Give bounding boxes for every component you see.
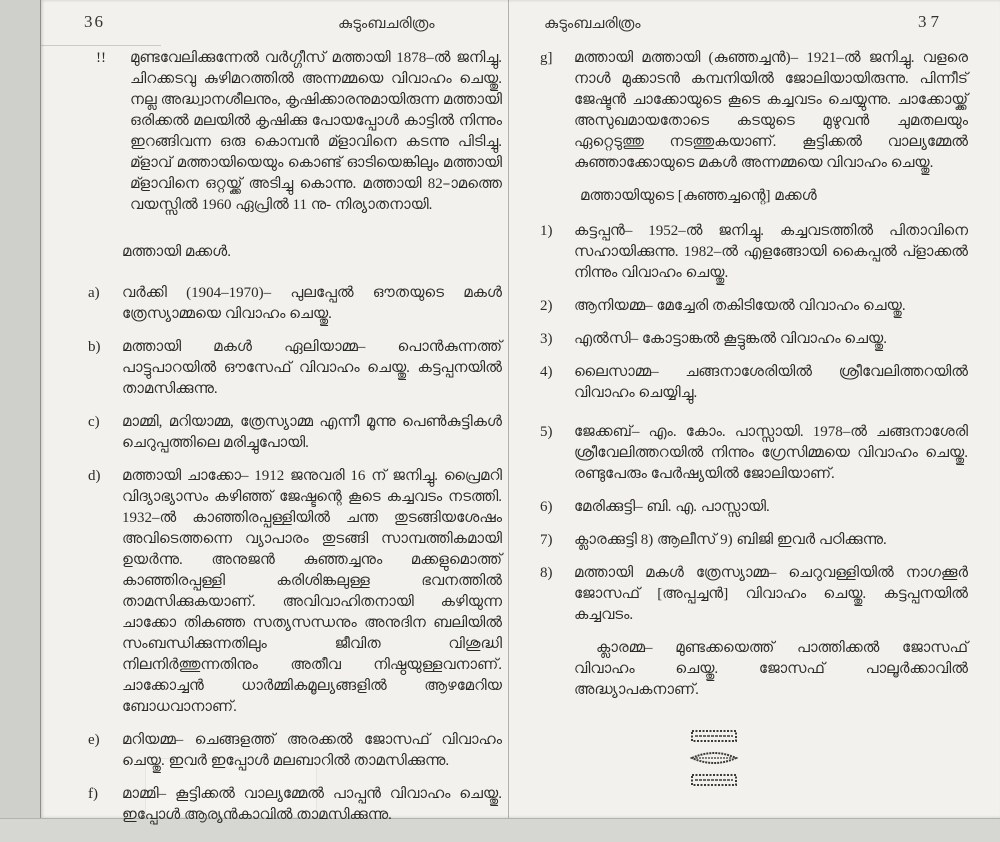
section-heading-right: മത്തായിയുടെ [കുഞ്ഞച്ചന്റെ] മക്കൾ [580, 188, 817, 204]
paragraph-intro-right [540, 48, 968, 174]
list-item-text: എൽസി– കോട്ടാങ്കൽ കൂട്ടുങ്കൽ വിവാഹം ചെയ്തു. [574, 331, 888, 347]
closing-paragraph: ക്ലാരമ്മ– മുണ്ടക്കയെത്ത് പാത്തിക്കൽ ജോസഫ് വിവാഹം ചെയ്തു. ജോസഫ് പാലൂർക്കാവിൽ അദ്ധ്യാപകനാണ്. [574, 640, 968, 698]
list-item-text: കട്ടപ്പൻ– 1952–ൽ ജനിച്ചു. കച്ചവടത്തിൽ പിതാവിനെ സഹായിക്കുന്നു. 1982–ൽ എളങ്ങോയി കൈപ്പൽ പ്ളാക്കൽ നിന്നും വിവാഹം ചെയ്തു. [574, 223, 968, 281]
item-marker: e) [88, 732, 100, 748]
paragraph-intro-left [88, 48, 502, 216]
left-running-title: കുടുംബചരിത്രം [338, 16, 435, 32]
section-heading-left: മത്തായി മക്കൾ. [122, 244, 231, 260]
right-running-title: കുടുംബചരിത്രം [544, 16, 641, 32]
list-item-text: മേരിക്കുട്ടി– ബി. എ. പാസ്സായി. [574, 499, 770, 515]
item-marker: 3) [540, 331, 553, 347]
item-marker: 8) [540, 565, 553, 581]
list-item-text: മാമ്മി– കൂട്ടിക്കൽ വാല്യമ്മേൽ പാപ്പൻ വിവാഹം ചെയ്തു. ഇപ്പോൾ ആര്യൻകാവിൽ താമസിക്കുന്നു. [122, 786, 502, 823]
item-marker: 7) [540, 532, 553, 548]
item-marker: b) [88, 339, 101, 355]
item-marker: f) [88, 786, 98, 802]
item-marker: !! [96, 50, 106, 66]
list-item-text: മത്തായി മകൾ ത്രേസ്യാമ്മ– ചെറുവള്ളിയിൽ നാഗക്കൂർ ജോസഫ് [അപ്പച്ചൻ] വിവാഹം ചെയ്തു. കട്ടപ്പനയിൽ കച്ചവടം. [574, 565, 968, 623]
list-item [540, 563, 968, 626]
paragraph-text: മുണ്ടവേലിക്കുന്നേൽ വർഗ്ഗീസ് മത്തായി 1878–ൽ ജനിച്ചു. ചിറക്കടവു കുഴിമറത്തിൽ അന്നമ്മയെ വിവാഹം ചെയ്തു. നല്ല അദ്ധ്വാനശീലനും, കൃഷിക്കാരനുമായിരുന്ന മത്തായി ഒരിക്കൽ മലയിൽ കൃഷിക്കു പോയപ്പോൾ കാട്ടിൽ നിന്നും ഇറങ്ങിവന്ന ഒരു കൊമ്പൻ മ്ളാവിനെ കടന്നു പിടിച്ചു. മ്ളാവ് മത്തായിയെയും കൊണ്ട് ഓടിയെങ്കിലും മത്തായി മ്ളാവിനെ ഒറ്റയ്ക്ക് അടിച്ചു കൊന്നു. മത്തായി 82–ാമത്തെ വയസ്സിൽ 1960 ഏപ്രിൽ 11 നു- നിര്യാതനായി. [130, 50, 502, 213]
list-item [88, 412, 502, 454]
list-item [540, 530, 968, 551]
list-item [540, 221, 968, 284]
page-left-edge-crease [40, 0, 41, 818]
item-marker: g] [540, 50, 553, 66]
item-marker: c) [88, 414, 100, 430]
list-item-text: ക്ലാരക്കുട്ടി 8) ആലീസ് 9) ബിജി ഇവർ പഠിക്കുന്നു. [574, 532, 887, 548]
left-page-number: 36 [84, 12, 105, 31]
item-marker: 5) [540, 424, 553, 440]
page-corner-mark [41, 45, 161, 46]
left-page-body [88, 48, 502, 838]
list-item [88, 784, 502, 826]
ornament-icon [690, 729, 738, 787]
right-page-number: 37 [918, 12, 943, 31]
item-marker: 4) [540, 364, 553, 380]
section-divider-ornament [690, 729, 968, 794]
item-marker: d) [88, 468, 101, 484]
item-marker: a) [88, 285, 100, 301]
list-item-text: മാമ്മി, മറിയാമ്മ, ത്രേസ്യാമ്മ എന്നീ മൂന്നു പെൺകുട്ടികൾ ചെറുപ്പത്തിലെ മരിച്ചുപോയി. [122, 414, 502, 451]
list-item [88, 466, 502, 718]
list-item-text: ലൈസാമ്മ– ചങ്ങനാശേരിയിൽ ശ്രീവേലിത്തറയിൽ വിവാഹം ചെയ്യിച്ചു. [574, 364, 968, 401]
list-item [540, 362, 968, 404]
item-marker: 6) [540, 499, 553, 515]
list-item [88, 283, 502, 325]
list-item [540, 497, 968, 518]
list-item-text: മത്തായി ചാക്കോ– 1912 ജനുവരി 16 ന് ജനിച്ചു. പ്രൈമറി വിദ്യാഭ്യാസം കഴിഞ്ഞ് ജേഷ്ടന്റെ കൂടെ കച്ചവടം നടത്തി. 1932–ൽ കാഞ്ഞിരപ്പള്ളിയിൽ ചന്ത തുടങ്ങിയശേഷം അവിടെത്തന്നെ വ്യാപാരം തുടങ്ങി സാമ്പത്തികമായി ഉയർന്നു. അനുജൻ കുഞ്ഞച്ചനും മക്കളുമൊത്ത് കാഞ്ഞിരപ്പള്ളി കരിശിങ്കലുള്ള ഭവനത്തിൽ താമസിക്കുകയാണ്. അവിവാഹിതനായി കഴിയുന്ന ചാക്കോ തികഞ്ഞ സത്യസന്ധനും അനുദിന ബലിയിൽ സംബന്ധിക്കുന്നതിലും ജീവിത വിശുദ്ധി നിലനിർത്തുന്നതിനും അതീവ നിഷ്ഠയുള്ളവനാണ്. ചാക്കോച്ചൻ ധാർമ്മികമൂല്യങ്ങളിൽ ആഴമേറിയ ബോധവാനാണ്. [122, 468, 502, 715]
list-item [88, 337, 502, 400]
list-item-text: ജേക്കബ്– എം. കോം. പാസ്സായി. 1978–ൽ ചങ്ങനാശേരി ശ്രീവേലിത്തറയിൽ നിന്നും ഗ്രേസിമ്മയെ വിവാഹം ചെയ്തു. രണ്ടുപേരും പേർഷ്യയിൽ ജോലിയാണ്. [574, 424, 968, 482]
list-item [540, 296, 968, 317]
page-gutter-line [508, 0, 509, 818]
list-item-text: മറിയമ്മ– ചെങ്ങളത്ത് അരക്കൽ ജോസഫ് വിവാഹം ചെയ്തു. ഇവർ ഇപ്പോൾ മലബാറിൽ താമസിക്കുന്നു. [122, 732, 502, 769]
list-item [540, 329, 968, 350]
item-marker: 1) [540, 223, 553, 239]
right-page-body [540, 48, 968, 794]
paragraph-text: മത്തായി മത്തായി (കുഞ്ഞച്ചൻ)– 1921–ൽ ജനിച്ചു. വളരെ നാൾ മുക്കാടൻ കമ്പനിയിൽ ജോലിയായിരുന്നു. പിന്നീട് ജേഷ്ടൻ ചാക്കോയുടെ കൂടെ കച്ചവടം ചെയ്യുന്നു. ചാക്കോയ്ക്ക് അസുഖമായതോടെ കടയുടെ മുഴുവൻ ചുമതലയും ഏറ്റെടുത്തു നടത്തുകയാണ്. കൂട്ടിക്കൽ വാല്യമ്മേൽ കുഞ്ഞാക്കോയുടെ മകൾ അന്നമ്മയെ വിവാഹം ചെയ്തു. [574, 50, 968, 171]
list-item [540, 422, 968, 485]
list-item-text: മത്തായി മകൾ ഏലിയാമ്മ– പൊൻകുന്നത്ത് പാട്ടുപാറയിൽ ഔസേഫ് വിവാഹം ചെയ്തു. കട്ടപ്പനയിൽ താമസിക്കുന്നു. [122, 339, 502, 397]
item-marker: 2) [540, 298, 553, 314]
list-item-text: വർക്കി (1904–1970)– പുലപ്പേൽ ഔതയുടെ മകൾ ത്രേസ്യാമ്മയെ വിവാഹം ചെയ്തു. [122, 285, 502, 322]
list-item-text: ആനിയമ്മ– മേച്ചേരി തകിടിയേൽ വിവാഹം ചെയ്തു. [574, 298, 906, 314]
list-item [88, 730, 502, 772]
